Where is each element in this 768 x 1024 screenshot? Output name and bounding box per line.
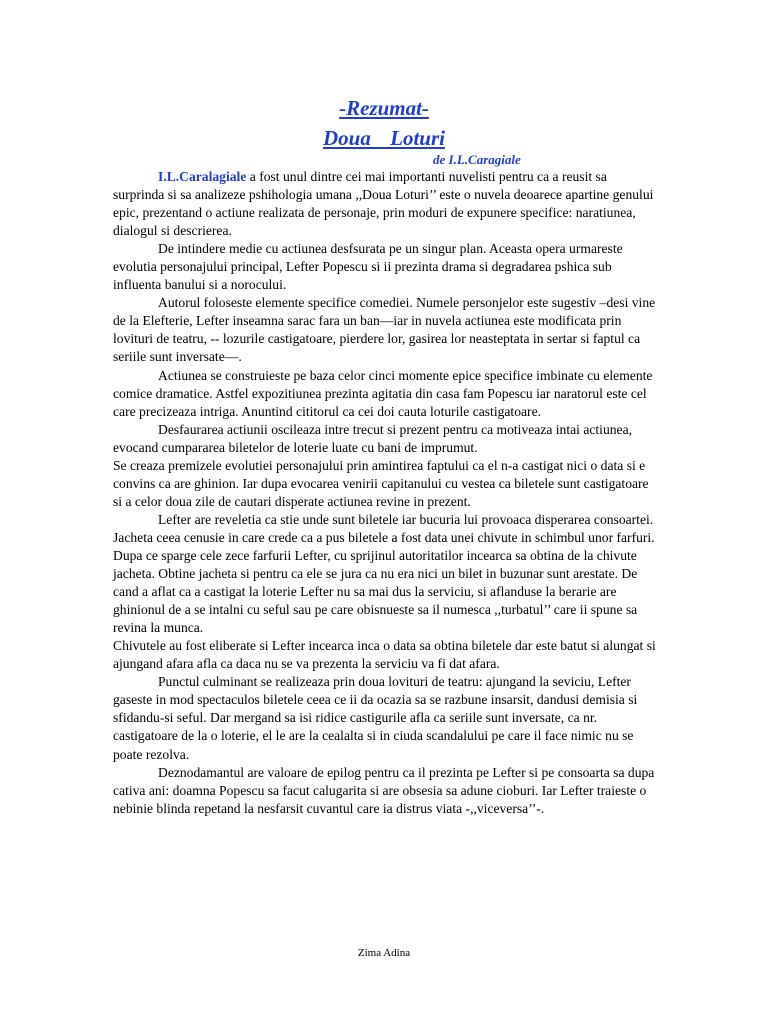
paragraph: Autorul foloseste elemente specifice comediei. Numele personjelor este sugestiv –desi vine de la Elefterie, Lefter inseamna sarac fara un ban—iar in nuvela actiunea este modificata prin lovituri de teatru, -- lozurile castigatoare, pierdere lor, gasirea lor neasteptata in sertar si faptul ca seriile sunt inversate—.: [113, 295, 656, 365]
paragraph: Desfaurarea actiunii oscileaza intre trecut si prezent pentru ca motiveaza intai actiunea, evocand cumpararea biletelor de loterie luate cu bani de imprumut.: [113, 421, 633, 455]
document-title: -Rezumat-: [339, 96, 429, 120]
author-name: I.L.Caralagiale: [158, 169, 247, 184]
paragraph: Dupa ce sparge cele zece farfurii Lefter, cu sprijinul autoritatilor incearca sa obtina de la chivute jacheta. Obtine jacheta si pentru ca ele se jura ca nu era nici un bilet in buzunar sunt arestate. De cand a aflat ca a castigat la loterie Lefter nu sa mai dus la serviciu, si aflanduse la berarie are ghinionul de a se intalni cu seful sau pe care obisnueste sa il numesca ,,turbatul’’ care ii spune sa revina la munca.: [113, 547, 638, 636]
paragraph: [113, 168, 658, 240]
paragraph-text: a fost unul dintre cei mai importanti nuvelisti pentru ca a reusit sa surprinda si sa analizeze pshihologia umana ,,Doua Loturi’’ este o nuvela deoarece apartine genului epic, prezentand o actiune realizata de personaje, prin moduri de expunere specifice: naratiunea, dialogul si descrierea.: [113, 169, 654, 239]
paragraph: De intindere medie cu actiunea desfsurata pe un singur plan. Aceasta opera urmareste evolutia personajului principal, Lefter Popescu si ii prezinta drama si degradarea pshica sub influenta banului si a norocului.: [113, 241, 623, 293]
paragraph: Lefter are reveletia ca stie unde sunt biletele iar bucuria lui provoaca disperarea consoartei. Jacheta ceea cenusie in care crede ca a pus biletele a fost data unei chivute in schimbul unor farfuri.: [113, 511, 655, 545]
document-body: [113, 168, 658, 818]
paragraph: Deznodamantul are valoare de epilog pentru ca il prezinta pe Lefter si pe consoarta sa dupa cativa ani: doamna Popescu sa facut calugarita si are obsesia sa adune cioburi. Iar Lefter traieste o nebinie blinda repetand la nesfarsit cuvantul care ia distrus viata -,,viceversa’’-.: [113, 764, 655, 816]
paragraph: Actiunea se construieste pe baza celor cinci momente epice specifice imbinate cu elemente comice dramatice. Astfel expozitiunea prezinta agitatia din casa fam Popescu iar naratorul este cel care precizeaza intriga. Anuntind cititorul ca cei doi cauta loturile castigatoare.: [113, 367, 653, 419]
paragraph: Chivutele au fost eliberate si Lefter incearca inca o data sa obtina biletele dar este batut si alungat si ajungand afara afla ca daca nu se va prezenta la serviciu va fi dat afara.: [113, 638, 656, 672]
paragraph: Punctul culminant se realizeaza prin doua lovituri de teatru: ajungand la seviciu, Lefter gaseste in mod spectaculos biletele ceea ce ii da ocazia sa se razbune insarsit, dandusi demisia si sfidandu-si seful. Dar mergand sa isi ridice castigurile afla ca seriile sunt inversate, ca nr. castigatoare de la o loterie, el le are la cealalta si in ciuda scandalului pe care il face nimic nu se poate rezolva.: [113, 674, 638, 762]
footer-author: Zima Adina: [357, 947, 411, 959]
paragraph: Se creaza premizele evolutiei personajului prin amintirea faptului ca el n-a castigat nici o data si e convins ca are ghinion. Iar dupa evocarea venirii capitanului cu vestea ca biletele sunt castigatoare si a celor doua zile de cautari disperate actiunea revine in prezent.: [113, 457, 649, 509]
document-subtitle: Doua Loturi: [323, 126, 445, 150]
byline: de I.L.Caragiale: [433, 152, 521, 167]
